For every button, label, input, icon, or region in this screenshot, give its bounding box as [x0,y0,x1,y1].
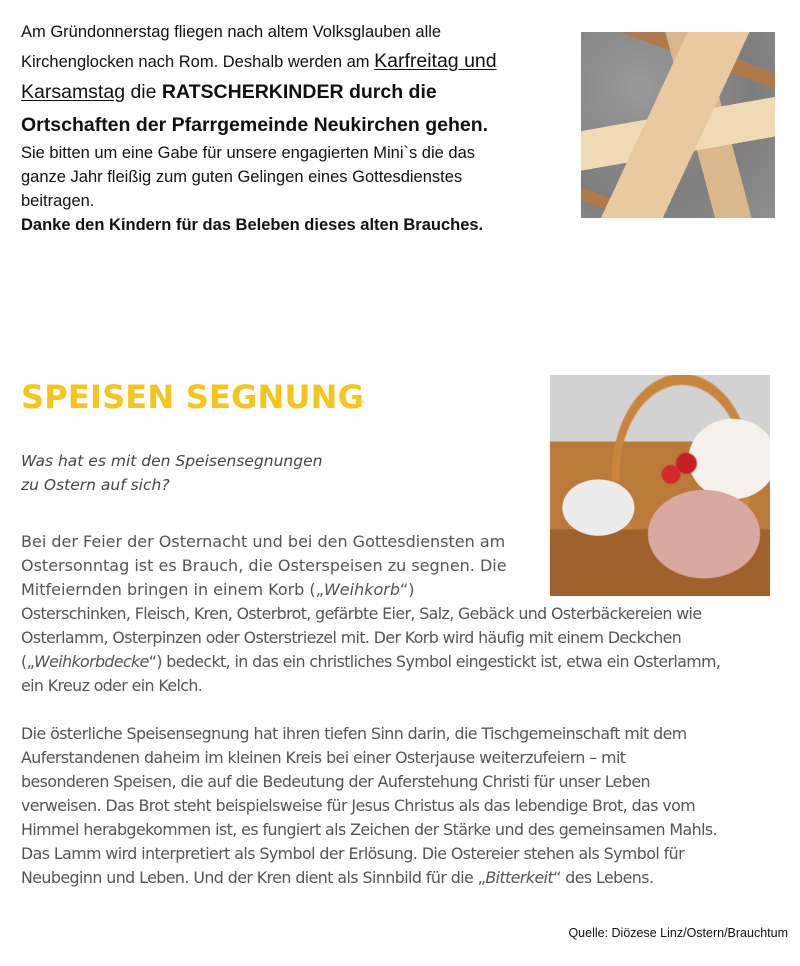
highlight-bold: RATSCHERKINDER durch die [161,81,437,103]
text-line: verweisen. Das Brot steht beispielsweise für Jesus Christus als das lebendige Brot, das vom [21,796,696,815]
text: („ [21,652,35,671]
subtitle-line: Was hat es mit den Speisensegnungen [21,452,323,470]
intro-line [21,46,571,77]
paragraph-1 [21,530,720,698]
text: “) bedeckt, in das ein christliches Symbol eingestickt ist, etwa ein Osterlamm, [148,652,721,671]
intro-line [21,77,571,110]
text-line: Himmel herabgekommen ist, es fungiert als Zeichen der Stärke und des gemeinsamen Mahls. [21,820,718,839]
text-line [21,578,720,602]
text-line [21,650,720,674]
section-subtitle [21,449,322,497]
text: “ des Lebens. [553,868,654,887]
intro-line: ganze Jahr fleißig zum guten Gelingen eines Gottesdienstes [21,168,463,186]
text: Mitfeiernden bringen in einem Korb („ [21,580,324,599]
intro-text: Kirchenglocken nach Rom. Deshalb werden am [21,53,375,71]
italic-term: Weihkorb [323,580,400,599]
intro-text: die [125,81,162,103]
thanks-bold: Danke den Kindern für das Beleben dieses alten Brauches. [21,216,484,234]
intro-line [21,213,571,237]
text-line: Bei der Feier der Osternacht und bei den Gottesdiensten am [21,532,506,551]
text-line: Osterschinken, Fleisch, Kren, Osterbrot, gefärbte Eier, Salz, Gebäck und Osterbäckereien wie [21,604,702,623]
text-line: besonderen Speisen, die auf die Bedeutung der Auferstehung Christi für unser Leben [21,772,650,791]
text-line: Osterlamm, Osterpinzen oder Osterstriezel mit. Der Korb wird häufig mit einem Deckchen [21,628,682,647]
text-line: Das Lamm wird interpretiert als Symbol der Erlösung. Die Ostereier stehen als Symbol für [21,844,685,863]
date-underlined: Karfreitag und [374,50,497,72]
intro-line [21,110,571,141]
italic-term: Bitterkeit [485,868,554,887]
text-line [21,866,717,890]
text: “) [400,580,415,599]
italic-term: Weihkorbdecke [34,652,149,671]
text-line: Auferstandenen daheim im kleinen Kreis bei einer Osterjause weiterzufeiern – mit [21,748,626,767]
text-line: Ostersonntag ist es Brauch, die Osterspeisen zu segnen. Die [21,556,507,575]
intro-line: Am Gründonnerstag fliegen nach altem Volksglauben alle [21,23,442,41]
intro-line: beitragen. [21,192,95,210]
ratchet-image [581,32,775,218]
text-line: Die österliche Speisensegnung hat ihren tiefen Sinn darin, die Tischgemeinschaft mit dem [21,724,687,743]
text-line: ein Kreuz oder ein Kelch. [21,676,203,695]
intro-text-block [21,19,571,237]
source-citation: Quelle: Diözese Linz/Ostern/Brauchtum [568,926,788,940]
date-underlined: Karsamstag [21,81,126,103]
paragraph-2 [21,722,717,890]
highlight-bold: Ortschaften der Pfarrgemeinde Neukirchen gehen. [21,114,489,136]
text: Neubeginn und Leben. Und der Kren dient als Sinnbild für die „ [21,868,486,887]
section-title: SPEISEN SEGNUNG [21,378,365,416]
intro-line: Sie bitten um eine Gabe für unsere engagierten Mini`s die das [21,144,476,162]
subtitle-line: zu Ostern auf sich? [21,476,170,494]
